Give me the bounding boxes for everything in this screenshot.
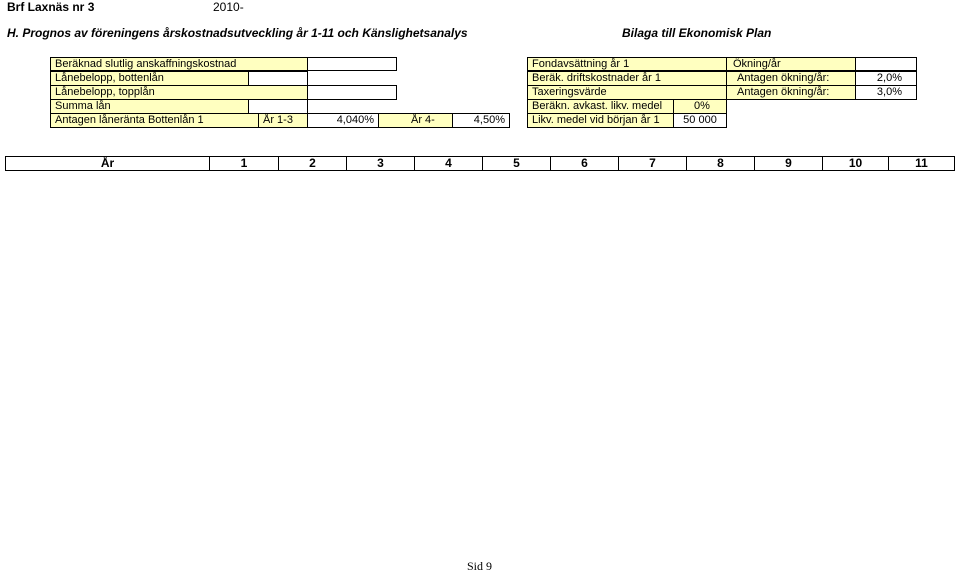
label-topplan: Lånebelopp, topplån	[50, 85, 308, 100]
value-avkastning[interactable]: 0%	[673, 99, 727, 114]
year-col-9: 9	[755, 157, 823, 170]
label-summa-lan: Summa lån	[50, 99, 249, 114]
year-col-3: 3	[347, 157, 415, 170]
value-okning-drift[interactable]: 2,0%	[855, 71, 917, 86]
value-topplan[interactable]	[307, 85, 397, 100]
label-laneranta: Antagen låneränta Bottenlån 1	[50, 113, 259, 128]
year-label: År	[6, 157, 210, 170]
value-summa-lan[interactable]	[248, 99, 308, 114]
value-bottenlan[interactable]	[248, 71, 308, 86]
org-name: Brf Laxnäs nr 3	[7, 0, 95, 14]
year-col-6: 6	[551, 157, 619, 170]
value-likv-medel[interactable]: 50 000	[673, 113, 727, 128]
year-header-row	[5, 156, 955, 171]
year-col-1: 1	[210, 157, 279, 170]
label-bottenlan: Lånebelopp, bottenlån	[50, 71, 249, 86]
value-okning[interactable]	[855, 57, 917, 71]
year-col-2: 2	[279, 157, 347, 170]
page-subtitle: Bilaga till Ekonomisk Plan	[622, 26, 772, 40]
org-year: 2010-	[213, 0, 244, 14]
year-col-10: 10	[823, 157, 889, 170]
label-taxeringsvarde: Taxeringsvärde	[527, 85, 727, 100]
year-col-11: 11	[915, 156, 928, 170]
label-fondavsattning: Fondavsättning år 1	[527, 57, 727, 71]
year-col-4: 4	[415, 157, 483, 170]
period-2: År 4-	[378, 113, 453, 128]
label-okning: Ökning/år	[726, 57, 856, 71]
year-col-7: 7	[619, 157, 687, 170]
value-anskaffningskostnad[interactable]	[307, 57, 397, 71]
label-likv-medel: Likv. medel vid början år 1	[527, 113, 674, 128]
rate-2[interactable]: 4,50%	[452, 113, 510, 128]
value-okning-tax[interactable]: 3,0%	[855, 85, 917, 100]
rate-1[interactable]: 4,040%	[307, 113, 379, 128]
period-1: År 1-3	[258, 113, 308, 128]
label-driftskostnader: Beräk. driftskostnader år 1	[527, 71, 727, 86]
label-okning-drift: Antagen ökning/år:	[726, 71, 856, 86]
label-avkastning: Beräkn. avkast. likv. medel	[527, 99, 674, 114]
label-okning-tax: Antagen ökning/år:	[726, 85, 856, 100]
page-title: H. Prognos av föreningens årskostnadsutveckling år 1-11 och Känslighetsanalys	[7, 26, 468, 40]
year-col-8: 8	[687, 157, 755, 170]
page-number: Sid 9	[466, 559, 492, 573]
label-anskaffningskostnad: Beräknad slutlig anskaffningskostnad	[50, 57, 308, 71]
year-col-5: 5	[483, 157, 551, 170]
